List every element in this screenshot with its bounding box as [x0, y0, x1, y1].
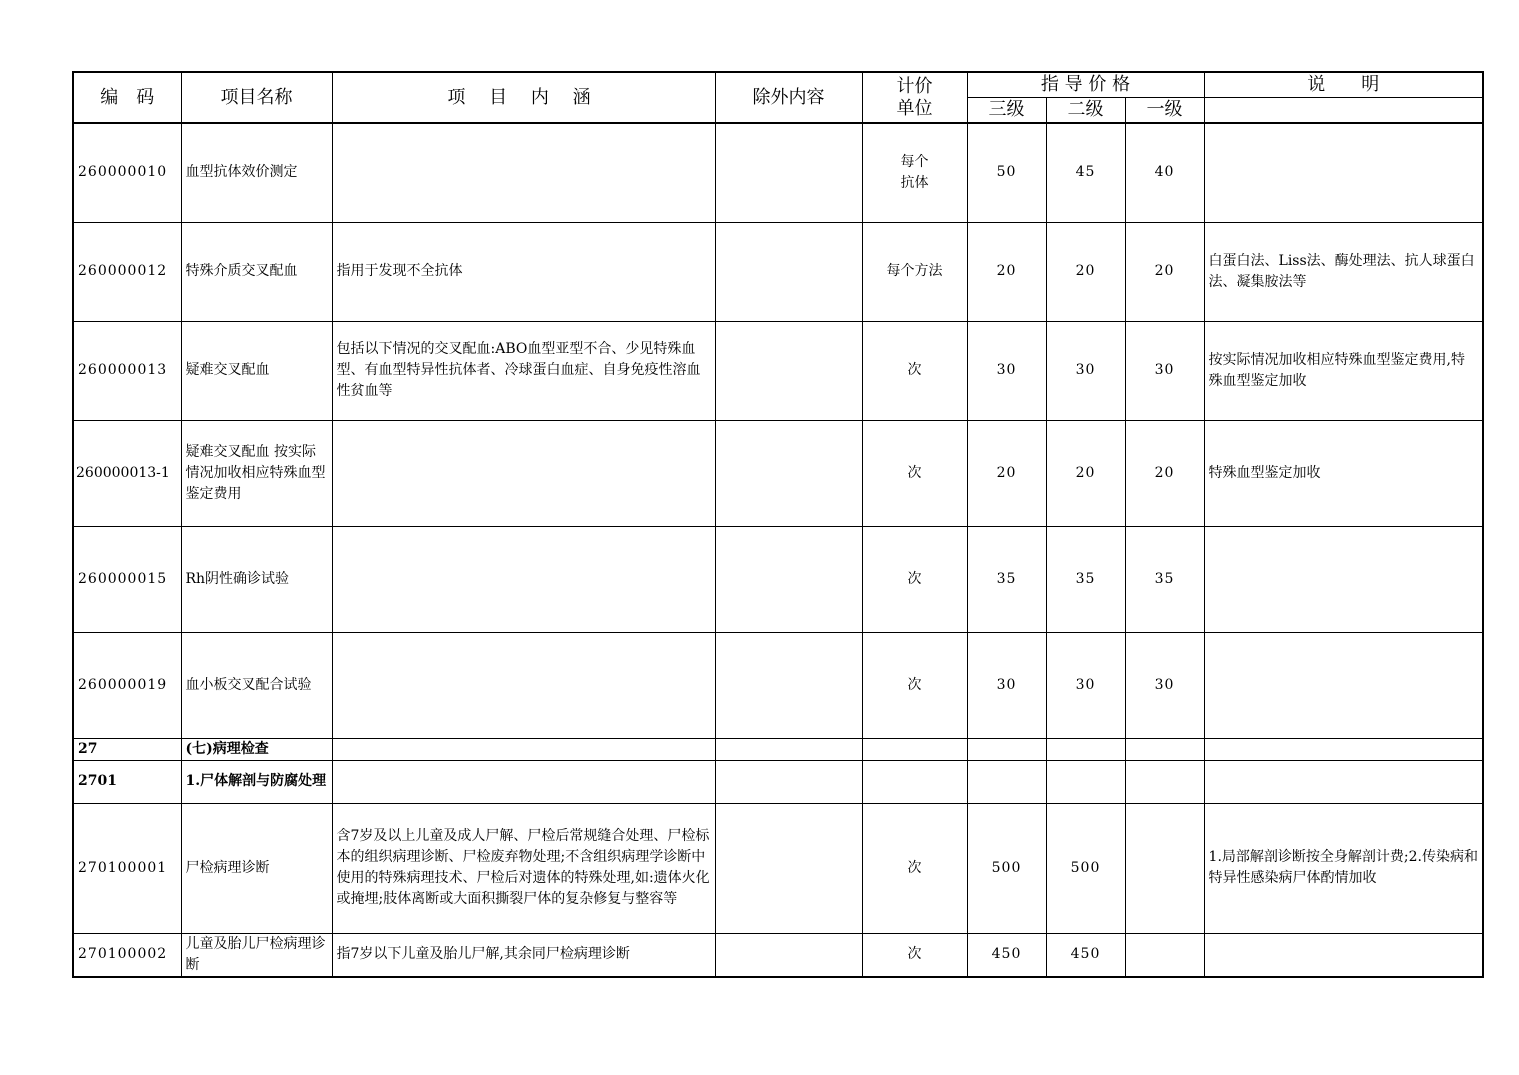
row-price-level3: 450	[967, 933, 1046, 977]
row-content	[332, 632, 715, 738]
table-row	[73, 123, 1483, 222]
row-price-level2: 45	[1046, 123, 1125, 222]
row-name: 疑难交叉配血 按实际情况加收相应特殊血型鉴定费用	[181, 420, 332, 526]
row-content	[332, 420, 715, 526]
row-note	[1204, 526, 1483, 632]
header-code: 编 码	[73, 72, 181, 123]
row-content	[332, 526, 715, 632]
row-content: 含7岁及以上儿童及成人尸解、尸检后常规缝合处理、尸检标本的组织病理诊断、尸检废弃物处理;不含组织病理学诊断中使用的特殊病理技术、尸检后对遗体的特殊处理,如:遗体火化或掩埋;肢体离断或大面积撕裂尸体的复杂修复与整容等	[332, 803, 715, 933]
row-price-level3: 500	[967, 803, 1046, 933]
row-price-level3	[967, 738, 1046, 760]
row-excluded	[715, 222, 862, 321]
row-unit	[862, 738, 967, 760]
row-price-level3: 20	[967, 222, 1046, 321]
row-price-level1: 30	[1125, 321, 1204, 420]
row-code: 2701	[73, 760, 181, 803]
row-price-level3	[967, 760, 1046, 803]
row-price-level2	[1046, 738, 1125, 760]
row-code: 260000010	[73, 123, 181, 222]
row-content: 包括以下情况的交叉配血:ABO血型亚型不合、少见特殊血型、有血型特异性抗体者、冷球蛋白血症、自身免疫性溶血性贫血等	[332, 321, 715, 420]
row-name: 疑难交叉配血	[181, 321, 332, 420]
row-price-level2: 20	[1046, 420, 1125, 526]
table-row	[73, 222, 1483, 321]
row-unit: 次	[862, 632, 967, 738]
row-content: 指用于发现不全抗体	[332, 222, 715, 321]
row-price-level2: 35	[1046, 526, 1125, 632]
row-note: 1.局部解剖诊断按全身解剖计费;2.传染病和特异性感染病尸体酌情加收	[1204, 803, 1483, 933]
table-row	[73, 803, 1483, 933]
row-name: 特殊介质交叉配血	[181, 222, 332, 321]
row-content: 指7岁以下儿童及胎儿尸解,其余同尸检病理诊断	[332, 933, 715, 977]
row-excluded	[715, 933, 862, 977]
row-price-level3: 30	[967, 321, 1046, 420]
table-row	[73, 933, 1483, 977]
table-header	[73, 72, 1483, 123]
row-unit	[862, 760, 967, 803]
row-price-level2: 30	[1046, 321, 1125, 420]
table-row	[73, 420, 1483, 526]
row-name: 血型抗体效价测定	[181, 123, 332, 222]
row-note	[1204, 632, 1483, 738]
row-unit: 次	[862, 933, 967, 977]
header-note-blank	[1204, 98, 1483, 124]
row-excluded	[715, 321, 862, 420]
row-price-level2: 450	[1046, 933, 1125, 977]
row-note	[1204, 738, 1483, 760]
row-price-level1: 40	[1125, 123, 1204, 222]
row-code: 27	[73, 738, 181, 760]
row-code: 260000013	[73, 321, 181, 420]
header-content-label: 项 目 内 涵	[447, 86, 600, 108]
row-code: 260000013-1	[73, 420, 181, 526]
row-price-level2: 20	[1046, 222, 1125, 321]
row-note	[1204, 760, 1483, 803]
row-excluded	[715, 803, 862, 933]
row-code: 270100002	[73, 933, 181, 977]
row-unit: 次	[862, 321, 967, 420]
row-note: 按实际情况加收相应特殊血型鉴定费用,特殊血型鉴定加收	[1204, 321, 1483, 420]
section-row	[73, 738, 1483, 760]
row-content	[332, 123, 715, 222]
row-price-level3: 50	[967, 123, 1046, 222]
header-unit	[862, 72, 967, 123]
row-code: 260000015	[73, 526, 181, 632]
row-note: 特殊血型鉴定加收	[1204, 420, 1483, 526]
row-name: 儿童及胎儿尸检病理诊断	[181, 933, 332, 977]
row-unit: 次	[862, 420, 967, 526]
header-price-group: 指 导 价 格	[967, 72, 1204, 98]
row-price-level1	[1125, 933, 1204, 977]
section-row	[73, 760, 1483, 803]
row-price-level3: 20	[967, 420, 1046, 526]
row-price-level1: 35	[1125, 526, 1204, 632]
row-name: 血小板交叉配合试验	[181, 632, 332, 738]
header-excluded: 除外内容	[715, 72, 862, 123]
header-level3: 三级	[967, 98, 1046, 124]
row-price-level3: 30	[967, 632, 1046, 738]
row-name: 1.尸体解剖与防腐处理	[181, 760, 332, 803]
header-level1: 一级	[1125, 98, 1204, 124]
header-content	[332, 72, 715, 123]
header-note: 说 明	[1204, 72, 1483, 98]
row-price-level2: 500	[1046, 803, 1125, 933]
row-note: 白蛋白法、Liss法、酶处理法、抗人球蛋白法、凝集胺法等	[1204, 222, 1483, 321]
row-code: 260000019	[73, 632, 181, 738]
row-code: 260000012	[73, 222, 181, 321]
row-unit: 次	[862, 803, 967, 933]
row-unit: 次	[862, 526, 967, 632]
row-excluded	[715, 420, 862, 526]
row-price-level1	[1125, 803, 1204, 933]
row-code: 270100001	[73, 803, 181, 933]
row-excluded	[715, 632, 862, 738]
row-excluded	[715, 738, 862, 760]
row-note	[1204, 123, 1483, 222]
row-price-level1	[1125, 760, 1204, 803]
header-unit-line2: 单位	[896, 97, 933, 119]
row-price-level1	[1125, 738, 1204, 760]
row-price-level3: 35	[967, 526, 1046, 632]
row-content	[332, 738, 715, 760]
row-excluded	[715, 760, 862, 803]
header-unit-line1: 计价	[896, 75, 933, 97]
row-excluded	[715, 526, 862, 632]
row-note	[1204, 933, 1483, 977]
row-price-level1: 30	[1125, 632, 1204, 738]
row-content	[332, 760, 715, 803]
row-name: Rh阴性确诊试验	[181, 526, 332, 632]
row-price-level2: 30	[1046, 632, 1125, 738]
row-name: (七)病理检查	[181, 738, 332, 760]
table-row	[73, 632, 1483, 738]
row-excluded	[715, 123, 862, 222]
row-price-level1: 20	[1125, 222, 1204, 321]
header-level2: 二级	[1046, 98, 1125, 124]
table-row	[73, 321, 1483, 420]
row-price-level1: 20	[1125, 420, 1204, 526]
row-unit: 每个 抗体	[862, 123, 967, 222]
row-name: 尸检病理诊断	[181, 803, 332, 933]
price-table	[72, 71, 1484, 978]
header-name: 项目名称	[181, 72, 332, 123]
row-price-level2	[1046, 760, 1125, 803]
table-row	[73, 526, 1483, 632]
row-unit: 每个方法	[862, 222, 967, 321]
